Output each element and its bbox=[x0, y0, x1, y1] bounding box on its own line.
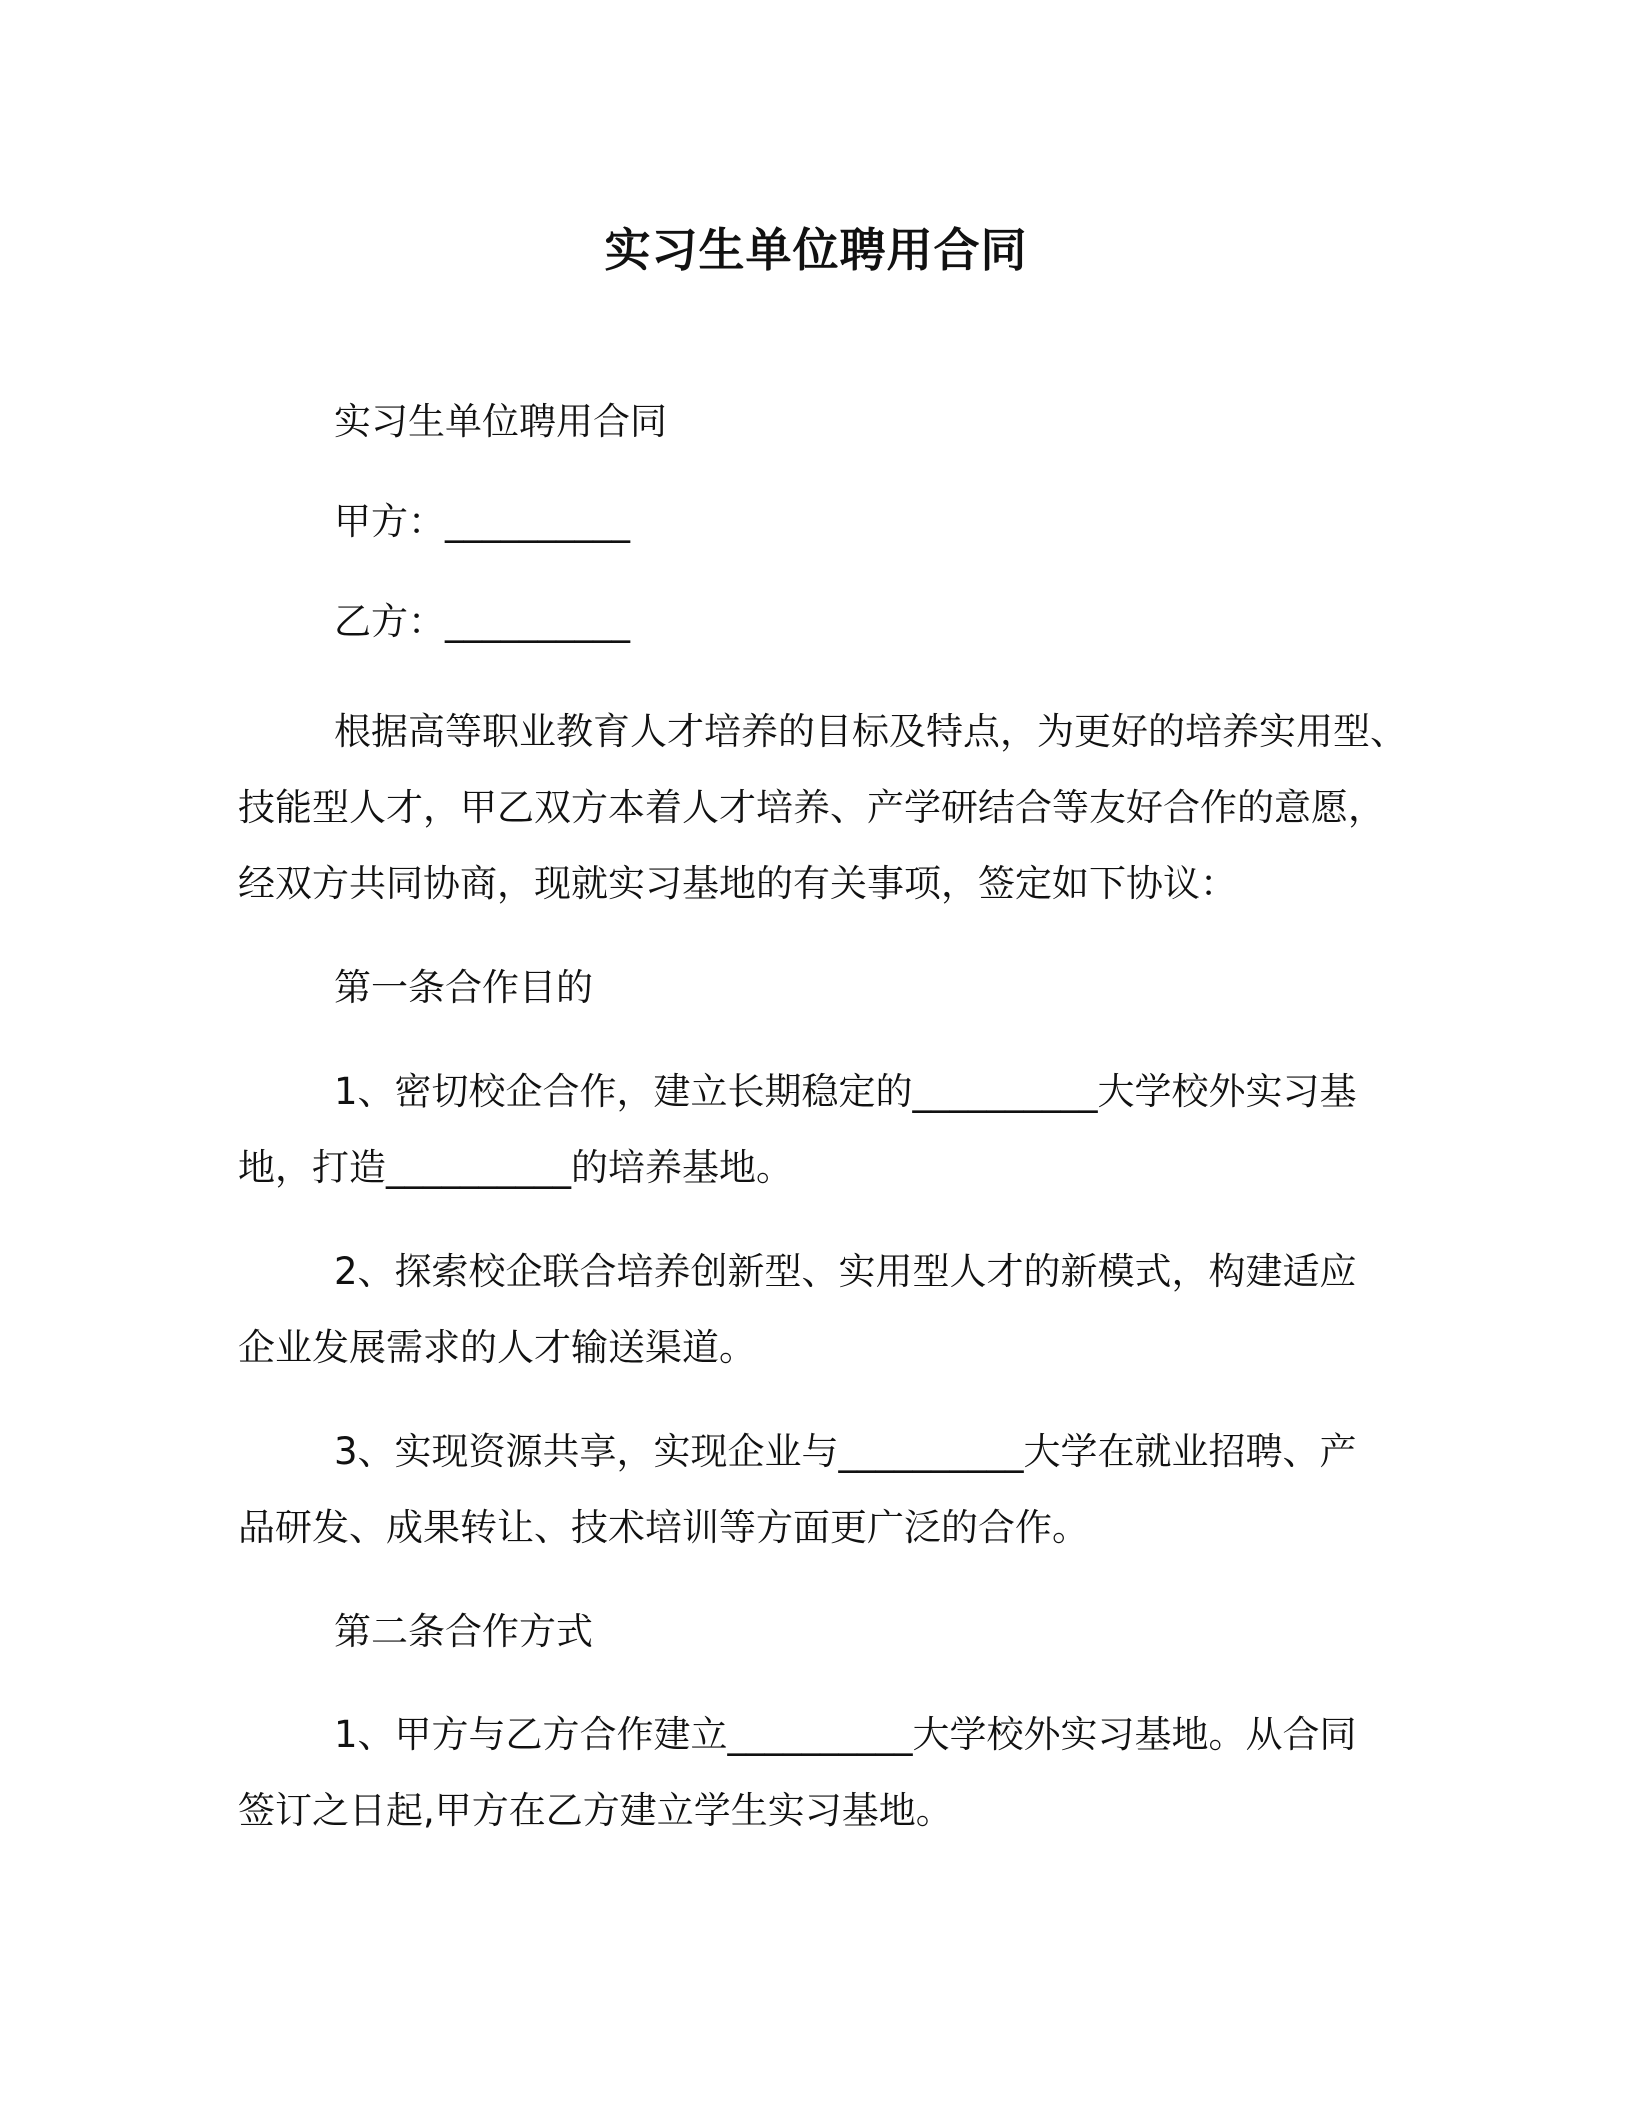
article1-item2-line-1: 2、探索校企联合培养创新型、实用型人才的新模式，构建适应 bbox=[334, 1250, 1357, 1293]
article2-heading: 第二条合作方式 bbox=[334, 1610, 593, 1653]
article2-item1-line-2: 签订之日起,甲方在乙方建立学生实习基地。 bbox=[238, 1789, 953, 1832]
article1-item1-line-2: 地，打造__________的培养基地。 bbox=[238, 1146, 793, 1189]
subtitle: 实习生单位聘用合同 bbox=[334, 400, 667, 443]
article1-heading-block bbox=[238, 950, 1398, 1026]
intro-paragraph bbox=[238, 694, 1407, 922]
intro-line-3: 经双方共同协商，现就实习基地的有关事项，签定如下协议： bbox=[238, 862, 1237, 905]
article2-heading-block bbox=[238, 1594, 1398, 1670]
article2-item1 bbox=[238, 1697, 1398, 1849]
party-a-line: 甲方：__________ bbox=[334, 500, 630, 543]
document-title: 实习生单位聘用合同 bbox=[604, 223, 1028, 277]
article1-item3-line-1: 3、实现资源共享，实现企业与__________大学在就业招聘、产 bbox=[334, 1430, 1357, 1473]
article1-item2 bbox=[238, 1234, 1398, 1386]
intro-line-2: 技能型人才，甲乙双方本着人才培养、产学研结合等友好合作的意愿， bbox=[238, 786, 1385, 829]
intro-line-1: 根据高等职业教育人才培养的目标及特点，为更好的培养实用型、 bbox=[334, 710, 1407, 753]
party-b-block bbox=[238, 584, 1398, 660]
article2-item1-line-1: 1、甲方与乙方合作建立__________大学校外实习基地。从合同 bbox=[334, 1713, 1357, 1756]
article1-item1-line-1: 1、密切校企合作，建立长期稳定的__________大学校外实习基 bbox=[334, 1070, 1357, 1113]
subtitle-block bbox=[238, 384, 1398, 460]
party-a-block bbox=[238, 484, 1398, 560]
article1-item2-line-2: 企业发展需求的人才输送渠道。 bbox=[238, 1326, 756, 1369]
article1-heading: 第一条合作目的 bbox=[334, 966, 593, 1009]
article1-item3-line-2: 品研发、成果转让、技术培训等方面更广泛的合作。 bbox=[238, 1506, 1089, 1549]
party-b-line: 乙方：__________ bbox=[334, 600, 630, 643]
article1-item1 bbox=[238, 1054, 1398, 1206]
article1-item3 bbox=[238, 1414, 1398, 1566]
